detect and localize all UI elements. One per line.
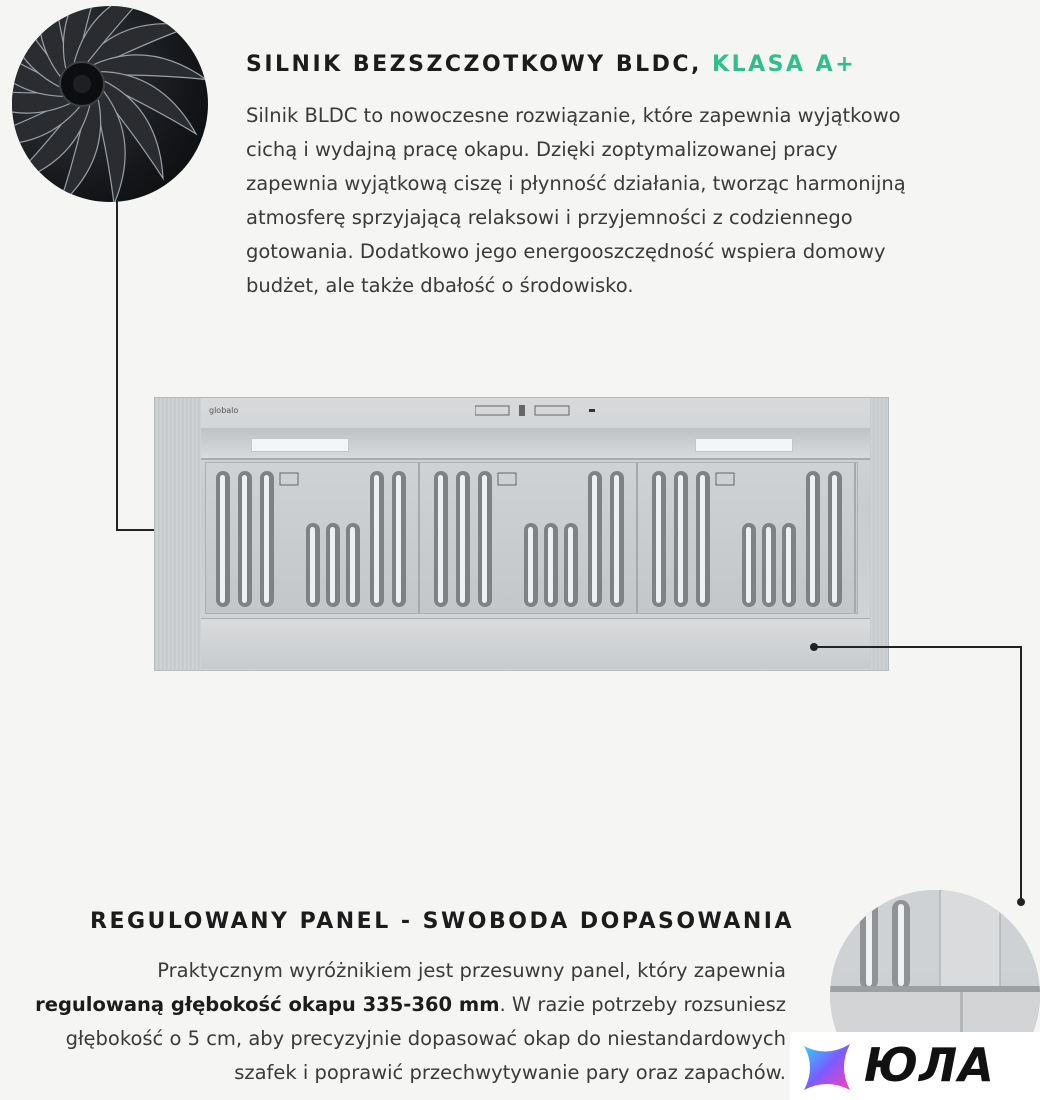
connector-line bbox=[116, 200, 118, 530]
hood-brand-label: globalo bbox=[209, 406, 239, 415]
filter-handle bbox=[716, 473, 734, 485]
panel-description-line: szafek i poprawić przechwytywanie pary oraz zapachów. bbox=[234, 1061, 786, 1084]
filter-slat-highlight bbox=[786, 527, 791, 603]
filter-slat-highlight bbox=[482, 475, 487, 603]
filter-slat-highlight bbox=[310, 527, 315, 603]
motor-heading-main: SILNIK BEZSZCZOTKOWY BLDC, bbox=[246, 52, 713, 77]
connector-dot bbox=[1017, 898, 1025, 906]
filter-slat-highlight bbox=[614, 475, 619, 603]
connector-line bbox=[1020, 646, 1022, 902]
panel-description-text: . W razie potrzeby rozsuniesz bbox=[499, 993, 786, 1016]
filter-slat-highlight bbox=[810, 475, 815, 603]
motor-description-line: cichą i wydajną pracę okapu. Dzięki zoptymalizowanej pracy bbox=[246, 138, 838, 161]
yula-logo-text: ЮЛА bbox=[864, 1038, 995, 1092]
motor-description-line: budżet, ale także dbałość o środowisko. bbox=[246, 274, 634, 297]
motor-description-line: Silnik BLDC to nowoczesne rozwiązanie, które zapewnia wyjątkowo bbox=[246, 104, 901, 127]
filter-slat-highlight bbox=[374, 475, 379, 603]
energy-class-label: KLASA A+ bbox=[712, 52, 857, 77]
filter-slat-highlight bbox=[264, 475, 269, 603]
panel-description bbox=[35, 954, 786, 1090]
hood-adjustable-panel bbox=[201, 618, 870, 669]
filter-divider bbox=[854, 463, 856, 613]
filter-divider bbox=[418, 463, 420, 613]
filter-slat-highlight bbox=[766, 527, 771, 603]
filter-handle bbox=[280, 473, 298, 485]
filter-slat-highlight bbox=[220, 475, 225, 603]
panel-description-line: głębokość o 5 cm, aby precyzyjnie dopasować okap do niestandardowych bbox=[65, 1027, 786, 1050]
hood-control-panel bbox=[475, 404, 595, 418]
panel-depth-highlight: regulowaną głębokość okapu 335-360 mm bbox=[35, 993, 500, 1016]
fan-motor-image bbox=[12, 6, 208, 202]
connector-line bbox=[814, 646, 1022, 648]
yula-logo-icon bbox=[800, 1040, 854, 1094]
hood-led-light bbox=[695, 438, 793, 452]
filter-slat-highlight bbox=[330, 527, 335, 603]
filter-slat-highlight bbox=[528, 527, 533, 603]
motor-description-line: atmosferę sprzyjającą relaksowi i przyjemności z codziennego bbox=[246, 206, 853, 229]
panel-description-line: Praktycznym wyróżnikiem jest przesuwny panel, który zapewnia bbox=[157, 959, 786, 982]
panel-description-line bbox=[35, 988, 786, 1022]
filter-slat-highlight bbox=[438, 475, 443, 603]
yula-logo bbox=[790, 1032, 1040, 1100]
motor-description bbox=[246, 99, 906, 303]
filter-slat-highlight bbox=[656, 475, 661, 603]
cooker-hood-image bbox=[154, 397, 889, 671]
hood-side-panel bbox=[155, 398, 201, 670]
filter-slat-highlight bbox=[678, 475, 683, 603]
filter-handle bbox=[498, 473, 516, 485]
hood-filter-grill bbox=[205, 462, 858, 614]
panel-heading: REGULOWANY PANEL - SWOBODA DOPASOWANIA bbox=[90, 909, 794, 934]
hood-side-panel bbox=[870, 398, 888, 670]
filter-slats-graphic bbox=[206, 463, 859, 613]
motor-heading bbox=[246, 52, 856, 77]
filter-slat-highlight bbox=[568, 527, 573, 603]
motor-description-line: gotowania. Dodatkowo jego energooszczędność wspiera domowy bbox=[246, 240, 886, 263]
filter-slat-highlight bbox=[242, 475, 247, 603]
filter-slat-highlight bbox=[700, 475, 705, 603]
filter-slat-highlight bbox=[832, 475, 837, 603]
filter-slat-highlight bbox=[350, 527, 355, 603]
filter-slat-highlight bbox=[592, 475, 597, 603]
filter-slat-highlight bbox=[746, 527, 751, 603]
hood-led-light bbox=[251, 438, 349, 452]
motor-description-line: zapewnia wyjątkową ciszę i płynność działania, tworząc harmonijną bbox=[246, 172, 906, 195]
filter-slat-highlight bbox=[396, 475, 401, 603]
filter-slat-highlight bbox=[548, 527, 553, 603]
filter-slat-highlight bbox=[460, 475, 465, 603]
fan-blades-graphic bbox=[12, 6, 208, 202]
filter-divider bbox=[636, 463, 638, 613]
